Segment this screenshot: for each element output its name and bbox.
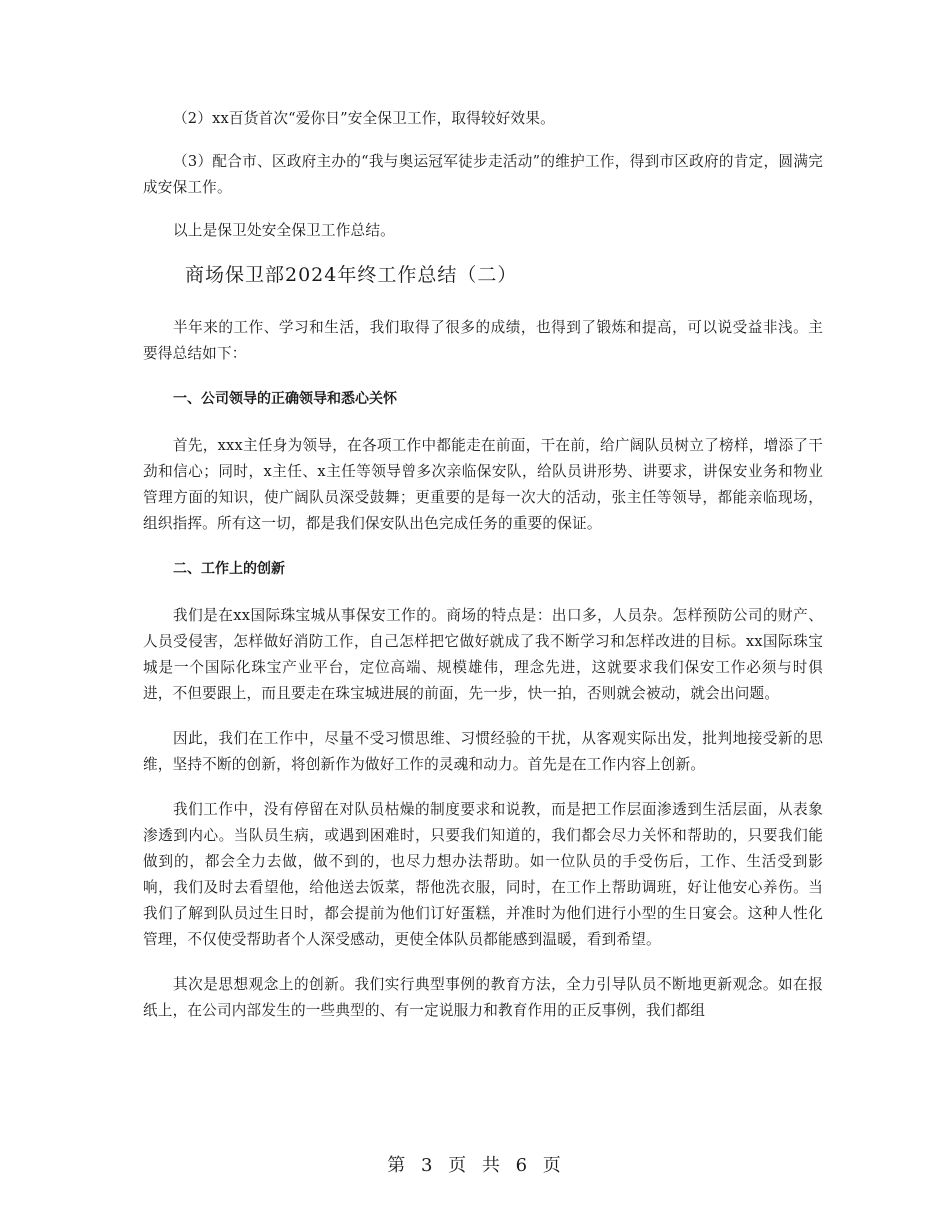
page-number-footer: 第 3 页 共 6 页: [387, 1155, 563, 1176]
section-paragraph-innovation-4: 其次是思想观念上的创新。我们实行典型事例的教育方法，全力引导队员不断地更新观念。如在报纸上，在公司内部发生的一些典型的、有一定说服力和教育作用的正反事例，我们都组: [143, 976, 823, 1019]
paragraph-item-3: （3）配合市、区政府主办的“我与奥运冠军徒步走活动”的维护工作，得到市区政府的肯定，圆满完成安保工作。: [143, 153, 823, 196]
section-heading-innovation: 二、工作上的创新: [173, 561, 285, 577]
document-body: [143, 106, 823, 1043]
intro-paragraph: 半年来的工作、学习和生活，我们取得了很多的成绩，也得到了锻炼和提高，可以说受益非浅。主要得总结如下：: [143, 319, 823, 362]
section-heading-leadership: 一、公司领导的正确领导和悉心关怀: [173, 391, 397, 407]
section-paragraph-innovation-1: 我们是在xx国际珠宝城从事保安工作的。商场的特点是：出口多，人员杂。怎样预防公司的财产、人员受侵害，怎样做好消防工作，自己怎样把它做好就成了我不断学习和怎样改进的目标。xx国际珠宝城是一个国际化珠宝产业平台，定位高端、规模雄伟，理念先进，这就要求我们保安工作必须与时俱进，不但要跟上，而且要走在珠宝城进展的前面，先一步，快一拍，否则就会被动，就会出问题。: [143, 607, 823, 702]
paragraph-item-2: （2）xx百货首次“爱你日”安全保卫工作，取得较好效果。: [173, 110, 555, 127]
section-paragraph-innovation-2: 因此，我们在工作中，尽量不受习惯思维、习惯经验的干扰，从客观实际出发，批判地接受新的思维，坚持不断的创新，将创新作为做好工作的灵魂和动力。首先是在工作内容上创新。: [143, 730, 823, 773]
section-paragraph-leadership: 首先，xxx主任身为领导，在各项工作中都能走在前面，干在前，给广阔队员树立了榜样，增添了干劲和信心；同时，x主任、x主任等领导曾多次亲临保安队，给队员讲形势、讲要求，讲保安业务和物业管理方面的知识，使广阔队员深受鼓舞；更重要的是每一次大的活动，张主任等领导，都能亲临现场，组织指挥。所有这一切，都是我们保安队出色完成任务的重要的保证。: [143, 437, 823, 532]
paragraph-closing: 以上是保卫处安全保卫工作总结。: [173, 222, 395, 239]
document-title: 商场保卫部2024年终工作总结（二）: [185, 264, 518, 286]
section-paragraph-innovation-3: 我们工作中，没有停留在对队员枯燥的制度要求和说教，而是把工作层面渗透到生活层面，从表象渗透到内心。当队员生病，或遇到困难时，只要我们知道的，我们都会尽力关怀和帮助的，只要我们能做到的，都会全力去做，做不到的，也尽力想办法帮助。如一位队员的手受伤后，工作、生活受到影响，我们及时去看望他，给他送去饭菜，帮他洗衣服，同时，在工作上帮助调班，好让他安心养伤。当我们了解到队员过生日时，都会提前为他们订好蛋糕，并准时为他们进行小型的生日宴会。这种人性化管理，不仅使受帮助者个人深受感动，更使全体队员都能感到温暖，看到希望。: [143, 801, 823, 948]
